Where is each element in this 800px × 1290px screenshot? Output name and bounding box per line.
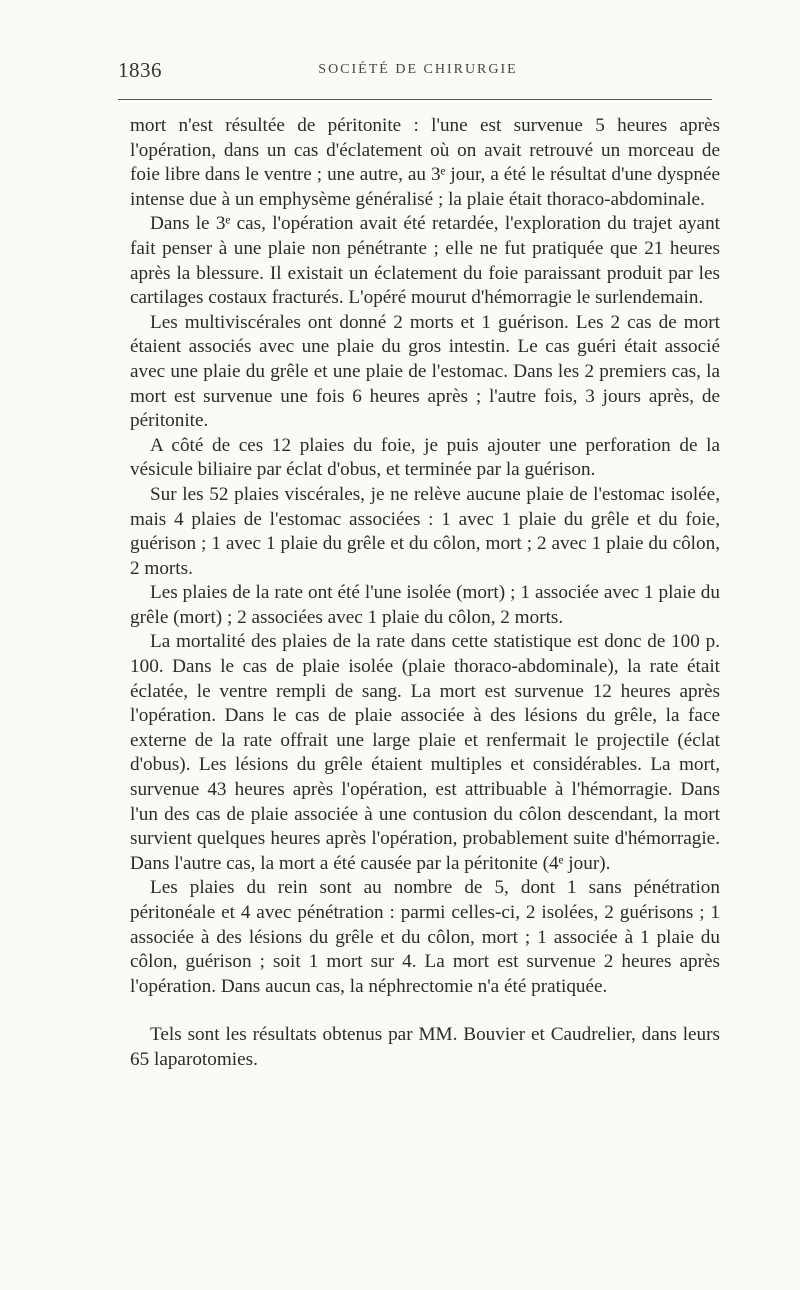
paragraph: Les plaies de la rate ont été l'une isolée (mort) ; 1 associée avec 1 plaie du grêle (mort) ; 2 associées avec 1 plaie du côlon, 2 morts. <box>130 582 720 628</box>
page-number: 1836 <box>118 58 162 82</box>
paragraph-continuation: mort n'est résultée de péritonite : l'une est survenue 5 heures après l'opération, dans un cas d'éclatement où on avait retrouvé un morceau de foie libre dans le ventre ; une autre, au 3ᵉ jour, a été le résultat d'une dyspnée intense due à un emphysème généralisé ; la plaie était thoraco-abdominale. <box>130 115 720 210</box>
paragraph: Les multiviscérales ont donné 2 morts et 1 guérison. Les 2 cas de mort étaient associés avec une plaie du gros intestin. Le cas guéri était associé avec une plaie du grêle et une plaie de l'estomac. Dans les 2 premiers cas, la mort est survenue une fois 6 heures après ; l'autre fois, 3 jours après, de péritonite. <box>130 311 720 432</box>
paragraph: Les plaies du rein sont au nombre de 5, dont 1 sans pénétration péritonéale et 4 avec pénétration : parmi celles-ci, 2 isolées, 2 guérisons ; 1 associée à des lésions du grêle et du côlon, mort ; 1 associée à 1 plaie du côlon, guérison ; soit 1 mort sur 4. La mort est survenue 2 heures après l'opération. Dans aucun cas, la néphrectomie n'a été pratiquée. <box>130 877 720 997</box>
page-header <box>118 58 718 88</box>
paragraph: Sur les 52 plaies viscérales, je ne relève aucune plaie de l'estomac isolée, mais 4 plaies de l'estomac associées : 1 avec 1 plaie du grêle et du foie, guérison ; 1 avec 1 plaie du grêle et du côlon, mort ; 2 avec 1 plaie du côlon, 2 morts. <box>130 483 720 579</box>
body-text <box>130 114 720 1073</box>
paragraph: La mortalité des plaies de la rate dans cette statistique est donc de 100 p. 100. Dans le cas de plaie isolée (plaie thoraco-abdominale), la rate était éclatée, le ventre rempli de sang. La mort est survenue 12 heures après l'opération. Dans le cas de plaie associée à des lésions du grêle, la face externe de la rate offrait une large plaie et renfermait le projectile (éclat d'obus). Les lésions du grêle étaient multiples et considérables. La mort, survenue 43 heures après l'opération, est attribuable à l'hémorragie. Dans l'un des cas de plaie associée à une contusion du côlon descendant, la mort survient quelques heures après l'opération, probablement suite d'hémorragie. Dans l'autre cas, la mort a été causée par la péritonite (4ᵉ jour). <box>130 631 720 874</box>
paragraph: Dans le 3ᵉ cas, l'opération avait été retardée, l'exploration du trajet ayant fait penser à une plaie non pénétrante ; elle ne fut pratiquée que 21 heures après la blessure. Il existait un éclatement du foie paraissant produit par les cartilages costaux fracturés. L'opéré mourut d'hémorragie le surlendemain. <box>130 213 720 309</box>
running-title: SOCIÉTÉ DE CHIRURGIE <box>318 62 518 77</box>
paragraph: A côté de ces 12 plaies du foie, je puis ajouter une perforation de la vésicule biliaire par éclat d'obus, et terminée par la guérison. <box>130 434 720 481</box>
closing-paragraph: Tels sont les résultats obtenus par MM. Bouvier et Caudrelier, dans leurs 65 laparotomies. <box>130 1024 720 1070</box>
header-rule <box>118 99 712 100</box>
